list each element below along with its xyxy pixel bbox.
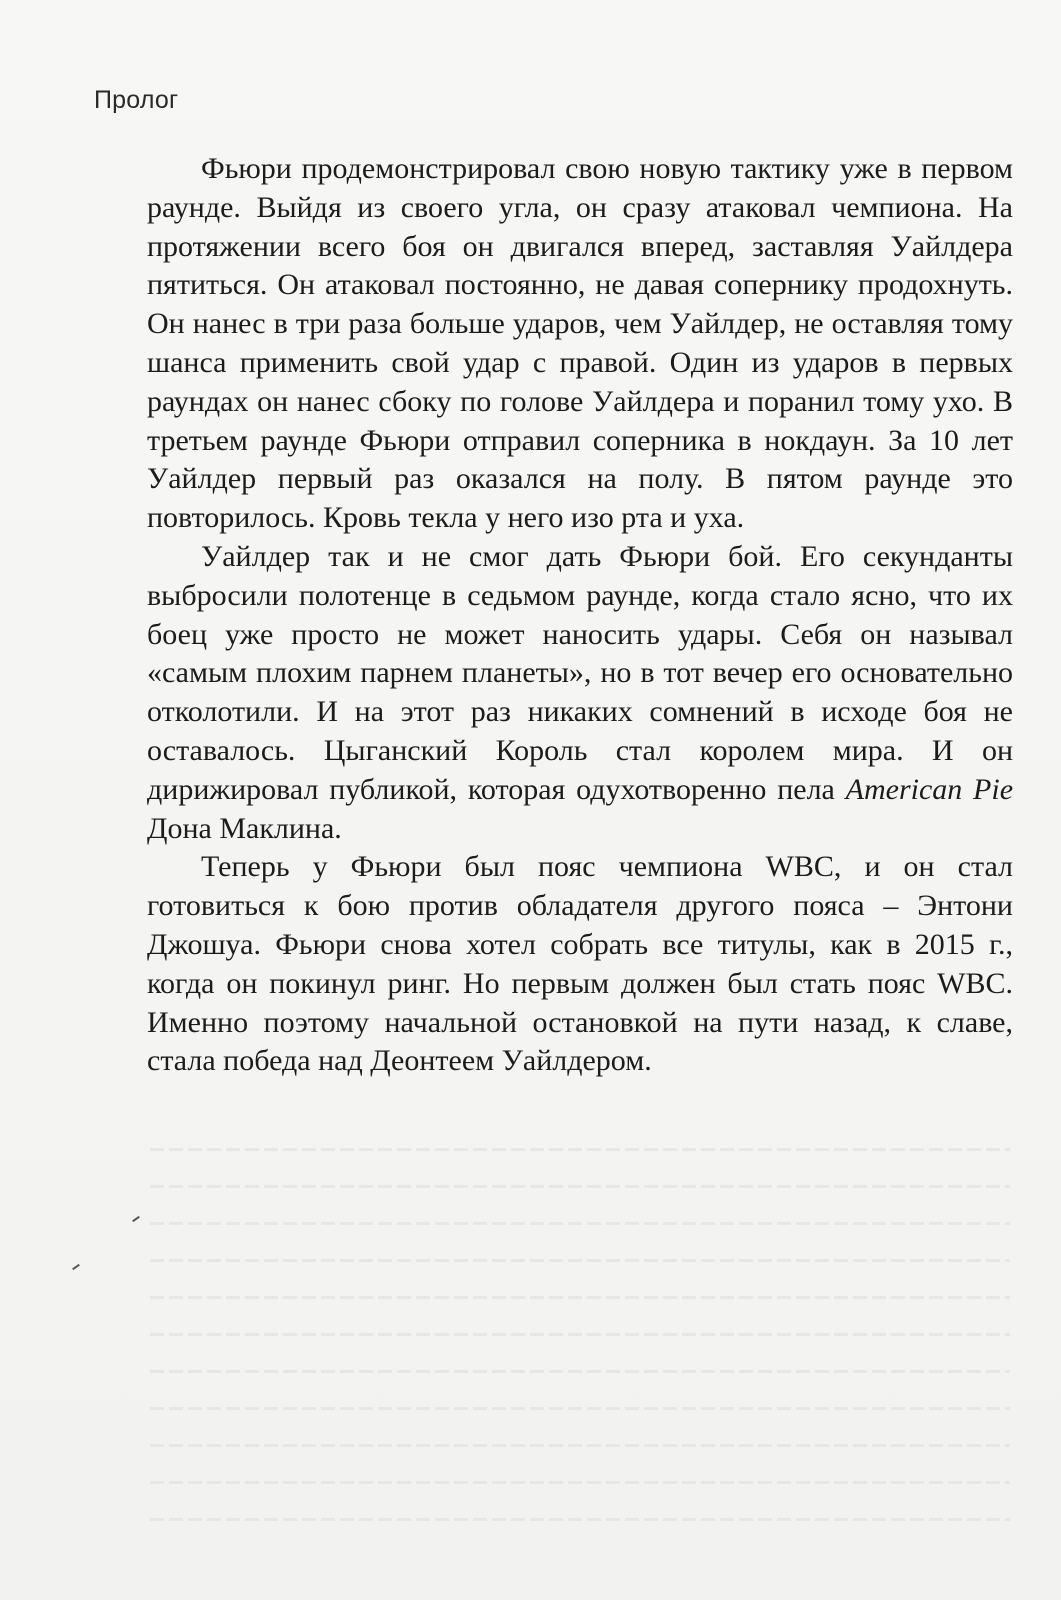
reverse-page-bleed bbox=[150, 1148, 1010, 1555]
ghost-line bbox=[150, 1259, 1010, 1262]
speck-mark bbox=[132, 1216, 140, 1222]
ghost-line bbox=[150, 1370, 1010, 1373]
ghost-line bbox=[150, 1481, 1010, 1484]
ghost-line bbox=[150, 1333, 1010, 1336]
ghost-line bbox=[150, 1444, 1010, 1447]
ghost-line bbox=[150, 1185, 1010, 1188]
paragraph-2 bbox=[147, 538, 1013, 848]
paragraph-3: Теперь у Фьюри был пояс чемпиона WBC, и он стал готовиться к бою против обладателя другого пояса – Энтони Джошуа. Фьюри снова хотел собрать все титулы, как в 2015 г., когда он покинул ринг. Но первым должен был стать пояс WBC. Именно поэтому начальной остановкой на пути назад, к славе, стала победа над Деонтеем Уайлдером. bbox=[147, 850, 1013, 1078]
ghost-line bbox=[150, 1407, 1010, 1410]
speck-mark bbox=[72, 1264, 80, 1270]
body-text bbox=[147, 150, 1013, 1081]
ghost-line bbox=[150, 1222, 1010, 1225]
song-title: American Pie bbox=[845, 772, 1014, 806]
paragraph-2-text: Уайлдер так и не смог дать Фьюри бой. Его секунданты выбросили полотенце в седьмом раунде, когда стало ясно, что их боец уже просто не может наносить удары. Себя он называл «самым плохим парнем планеты», но в тот вечер его основательно отколотили. И на этот раз никаких сомнений в исходе боя не оставалось. Цыганский Король стал королем мира. И он дирижировал публикой, которая одухотворенно пела bbox=[147, 539, 1013, 806]
paragraph-2-tail: Дона Маклина. bbox=[147, 811, 342, 845]
ghost-line bbox=[150, 1148, 1010, 1151]
ghost-line bbox=[150, 1296, 1010, 1299]
running-head: Пролог bbox=[94, 86, 179, 114]
ghost-line bbox=[150, 1518, 1010, 1521]
paragraph-1: Фьюри продемонстрировал свою новую тактику уже в первом раунде. Выйдя из своего угла, он сразу атаковал чемпиона. На протяжении всего боя он двигался вперед, заставляя Уайлдера пятиться. Он атаковал постоянно, не давая сопернику продохнуть. Он нанес в три раза больше ударов, чем Уайлдер, не оставляя тому шанса применить свой удар с правой. Один из ударов в первых раундах он нанес сбоку по голове Уайлдера и поранил тому ухо. В третьем раунде Фьюри отправил соперника в нокдаун. За 10 лет Уайлдер первый раз оказался на полу. В пятом раунде это повторилось. Кровь текла у него изо рта и уха. bbox=[147, 152, 1013, 535]
